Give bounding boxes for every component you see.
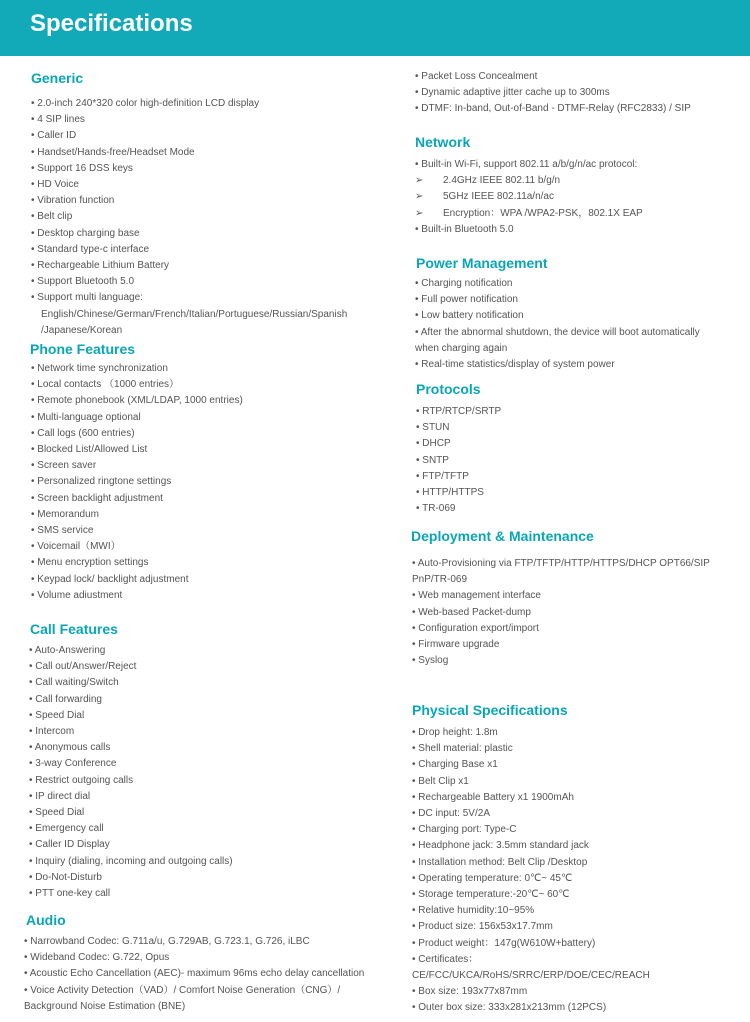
list-item: • Call out/Answer/Reject [29, 661, 137, 673]
protocols-list [416, 404, 501, 517]
audio-continued-list [415, 69, 691, 118]
section-title-power-management: Power Management [416, 255, 548, 271]
list-item: • Network time synchronization [31, 363, 168, 374]
list-item: • HD Voice [31, 179, 79, 191]
list-item: • RTP/RTCP/SRTP [416, 406, 502, 417]
list-item: • Rechargeable Battery x1 1900mAh [412, 791, 574, 803]
list-item: • Drop height: 1.8m [412, 727, 498, 738]
list-item: • Screen saver [31, 460, 97, 472]
list-item: • Auto-Answering [29, 645, 106, 656]
list-item: • Call waiting/Switch [29, 677, 119, 689]
list-item: • STUN [416, 422, 450, 434]
list-item: • 4 SIP lines [31, 114, 85, 126]
list-item: • Support Bluetooth 5.0 [31, 276, 135, 288]
list-item: • Operating temperature: 0℃~ 45℃ [412, 872, 573, 884]
list-item: • Configuration export/import [412, 622, 539, 634]
list-item: • Speed Dial [29, 807, 85, 819]
list-item: • Syslog [412, 655, 449, 667]
list-item: • Box size: 193x77x87mm [412, 986, 528, 998]
list-item: • Call logs (600 entries) [31, 427, 135, 439]
list-item: • Voicemail（MWI） [31, 541, 121, 553]
list-item: • 3-way Conference [29, 758, 117, 770]
physical-specifications-list [412, 725, 650, 1017]
list-item: • Storage temperature:-20℃~ 60℃ [412, 889, 570, 901]
list-item: Background Noise Estimation (BNE) [24, 1000, 186, 1012]
power-management-list [415, 276, 700, 373]
list-item: • Product size: 156x53x17.7mm [412, 921, 553, 933]
list-item: • Anonymous calls [29, 742, 111, 754]
list-item: • Restrict outgoing calls [29, 774, 134, 786]
list-item: • Real-time statistics/display of system power [415, 359, 615, 371]
list-item: • Packet Loss Concealment [415, 71, 538, 82]
list-item: • Narrowband Codec: G.711a/u, G.729AB, G.723.1, G.726, iLBC [24, 936, 310, 947]
list-item: • Shell material: plastic [412, 743, 513, 755]
list-item: • SMS service [31, 525, 94, 537]
list-item: • Voice Activity Detection（VAD）/ Comfort Noise Generation（CNG）/ [24, 984, 341, 996]
list-item: • FTP/TFTP [416, 470, 469, 482]
section-title-audio: Audio [26, 912, 66, 928]
list-item: • HTTP/HTTPS [416, 487, 484, 499]
list-item: • Emergency call [29, 823, 104, 835]
list-item: • DC input: 5V/2A [412, 808, 490, 820]
list-item: • Relative humidity:10~95% [412, 905, 535, 917]
arrow-bullet-icon: ➢ [415, 191, 424, 203]
list-item: • Caller ID Display [29, 839, 110, 851]
section-title-network: Network [415, 134, 471, 150]
list-item: • Firmware upgrade [412, 639, 500, 651]
section-title-deployment-maintenance: Deployment & Maintenance [411, 528, 594, 544]
list-item: • Charging Base x1 [412, 759, 498, 771]
list-item: • Vibration function [31, 195, 115, 207]
network-list [415, 157, 643, 238]
list-item: • Screen backlight adjustment [31, 492, 163, 504]
list-item: • Multi-language optional [31, 411, 141, 423]
list-item: • Dynamic adaptive jitter cache up to 300ms [415, 87, 610, 99]
list-item: PnP/TR-069 [412, 574, 468, 586]
list-item: • Call forwarding [29, 693, 102, 705]
list-item: • IP direct dial [29, 790, 91, 802]
list-item: • DHCP [416, 438, 451, 450]
list-item: • Desktop charging base [31, 227, 140, 239]
list-item: • Speed Dial [29, 709, 85, 721]
list-item: • Do-Not-Disturb [29, 871, 102, 883]
phone-features-list [31, 361, 243, 604]
list-item: • Support multi language: [31, 292, 143, 304]
list-item: • Web management interface [412, 590, 541, 602]
list-item: • Product weight：147g(W610W+battery) [412, 937, 596, 949]
list-item: • Menu encryption settings [31, 557, 149, 569]
list-item [415, 173, 643, 189]
section-title-phone-features: Phone Features [30, 341, 136, 357]
call-features-list [29, 643, 233, 902]
list-item: • Installation method: Belt Clip /Desktop [412, 856, 588, 868]
section-title-protocols: Protocols [416, 381, 481, 397]
header-banner [0, 0, 750, 56]
list-item: • Web-based Packet-dump [412, 606, 531, 618]
list-item [415, 189, 643, 205]
list-item: • Blocked List/Allowed List [31, 444, 148, 456]
list-item: • Memorandum [31, 508, 99, 520]
list-item-text: 2.4GHz IEEE 802.11 b/g/n [443, 175, 561, 187]
list-item: • Acoustic Echo Cancellation (AEC)- maximum 96ms echo delay cancellation [24, 968, 365, 980]
list-item: • After the abnormal shutdown, the device will boot automatically [415, 326, 700, 338]
list-item: • Belt Clip x1 [412, 775, 469, 787]
list-item: • Keypad lock/ backlight adjustment [31, 573, 189, 585]
list-item: • Auto-Provisioning via FTP/TFTP/HTTP/HTTPS/DHCP OPT66/SIP [412, 558, 710, 569]
list-item: • Local contacts （1000 entries） [31, 379, 180, 391]
list-item: • Built-in Wi-Fi, support 802.11 a/b/g/n/ac protocol: [415, 159, 638, 170]
list-item-text: Encryption：WPA /WPA2-PSK，802.1X EAP [443, 207, 643, 219]
list-item: • Remote phonebook (XML/LDAP, 1000 entries) [31, 395, 243, 407]
list-item: • 2.0-inch 240*320 color high-definition LCD display [31, 98, 260, 109]
list-item: • Wideband Codec: G.722, Opus [24, 952, 170, 964]
list-item: • Volume adiustment [31, 589, 123, 601]
list-item: • Belt clip [31, 211, 73, 223]
list-item: • Low battery notification [415, 310, 524, 322]
list-item: • Personalized ringtone settings [31, 476, 172, 488]
list-item: • Headphone jack: 3.5mm standard jack [412, 840, 589, 852]
list-item: • Full power notification [415, 294, 518, 306]
list-item: • Charging notification [415, 278, 513, 289]
page-title: Specifications [30, 10, 193, 37]
list-item: • SNTP [416, 454, 449, 466]
list-item: • TR-069 [416, 503, 456, 515]
list-item: • Caller ID [31, 130, 77, 142]
list-item-text: 5GHz IEEE 802.11a/n/ac [443, 191, 554, 203]
list-item: • Standard type-c interface [31, 243, 150, 255]
list-item: when charging again [415, 342, 508, 354]
list-item: • Inquiry (dialing, incoming and outgoing calls) [29, 855, 233, 867]
list-item: English/Chinese/German/French/Italian/Portuguese/Russian/Spanish [41, 308, 348, 320]
generic-list [31, 96, 347, 339]
list-item [415, 206, 643, 222]
section-title-generic: Generic [31, 70, 84, 86]
list-item: • Certificates： [412, 953, 479, 965]
list-item: • Intercom [29, 726, 75, 738]
list-item: • Built-in Bluetooth 5.0 [415, 223, 514, 235]
deployment-maintenance-list [412, 556, 710, 669]
list-item: • Outer box size: 333x281x213mm (12PCS) [412, 1002, 607, 1014]
arrow-bullet-icon: ➢ [415, 175, 424, 187]
list-item: /Japanese/Korean [41, 324, 123, 336]
list-item: • Support 16 DSS keys [31, 162, 133, 174]
arrow-bullet-icon: ➢ [415, 207, 424, 219]
list-item: • Charging port: Type-C [412, 824, 517, 836]
list-item: • PTT one-key call [29, 888, 111, 900]
list-item: • Rechargeable Lithium Battery [31, 260, 170, 272]
list-item: • Handset/Hands-free/Headset Mode [31, 146, 195, 158]
audio-list [24, 934, 364, 1015]
section-title-call-features: Call Features [30, 621, 118, 637]
list-item: CE/FCC/UKCA/RoHS/SRRC/ERP/DOE/CEC/REACH [412, 970, 650, 982]
list-item: • DTMF: In-band, Out-of-Band - DTMF-Relay (RFC2833) / SIP [415, 103, 691, 115]
section-title-physical-specifications: Physical Specifications [412, 702, 568, 718]
